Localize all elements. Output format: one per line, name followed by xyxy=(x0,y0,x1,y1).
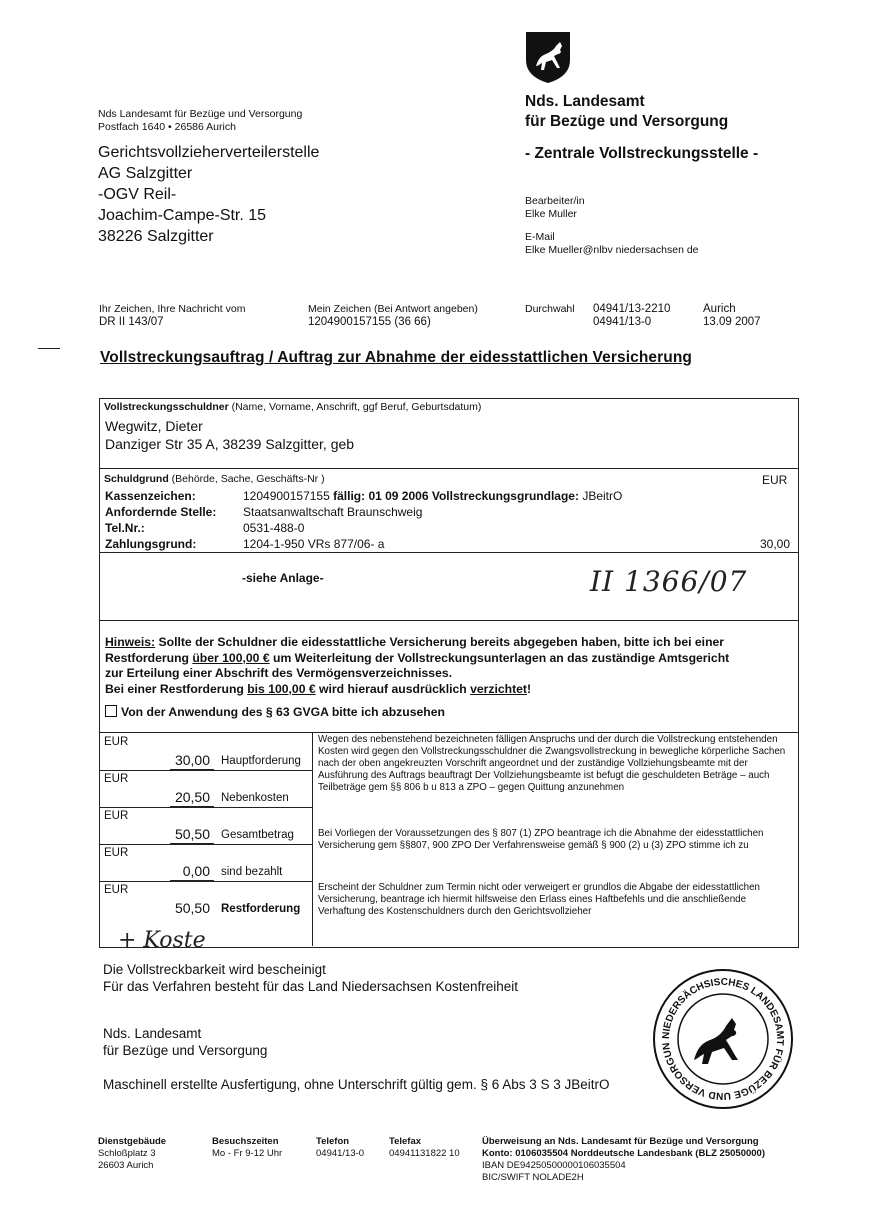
recipient-line-4: Joachim-Campe-Str. 15 xyxy=(98,207,267,224)
footer-col-2 xyxy=(212,1136,282,1160)
recipient-line-5: 38226 Salzgitter xyxy=(98,228,214,245)
hinweis-text-3: zur Erteilung einer Abschrift des Vermögensverzeichnisses. xyxy=(105,666,453,680)
schuldgrund-header xyxy=(104,473,325,486)
amount-value: 0,00 xyxy=(182,863,210,879)
amount-label: Gesamtbetrag xyxy=(221,829,294,841)
hinweis-block xyxy=(105,635,795,697)
schuldner-header xyxy=(104,401,481,414)
amount-value: 50,50 xyxy=(174,826,210,842)
divider-4 xyxy=(100,732,798,733)
durchwahl-2: 04941/13-0 xyxy=(593,316,652,328)
closing-3: Nds. Landesamt xyxy=(103,1026,202,1041)
footer-bank-bic: BIC/SWIFT NOLADE2H xyxy=(482,1172,584,1183)
amount-label: Restforderung xyxy=(221,903,301,915)
faelligkeit: fällig: 01 09 2006 Vollstreckungsgrundlage: xyxy=(333,489,583,503)
tel-value: 0531-488-0 xyxy=(243,521,305,535)
durchwahl-label: Durchwahl xyxy=(525,303,575,315)
closing-5: Maschinell erstellte Ausfertigung, ohne Unterschrift gültig gem. § 6 Abs 3 S 3 JBeitrO xyxy=(103,1077,610,1092)
closing-4: für Bezüge und Versorgung xyxy=(103,1043,268,1058)
footer-besuchszeiten-heading: Besuchszeiten xyxy=(212,1136,279,1147)
email-address: Elke Mueller@nlbv niedersachsen de xyxy=(525,244,699,256)
ort: Aurich xyxy=(703,303,736,315)
schuldgrund-label-note: (Behörde, Sache, Geschäfts-Nr ) xyxy=(168,473,325,485)
amount-value: 50,50 xyxy=(174,900,210,916)
anf-value: Staatsanwaltschaft Braunschweig xyxy=(243,505,423,519)
durchwahl-1: 04941/13-2210 xyxy=(593,303,671,315)
footer-telefax-value: 04941131822 10 xyxy=(389,1148,460,1159)
amount-currency: EUR xyxy=(104,810,129,822)
org-name-1: Nds. Landesamt xyxy=(525,93,645,110)
schuldgrund-label: Schuldgrund xyxy=(104,473,169,485)
schuldner-name: Wegwitz, Dieter xyxy=(105,418,203,434)
kassen-value: 1204900157155 xyxy=(243,489,330,503)
footer-col-5 xyxy=(482,1136,765,1184)
footer-telefon-value: 04941/13-0 xyxy=(316,1148,365,1159)
email-label: E-Mail xyxy=(525,231,555,243)
legal-text-3: Erscheint der Schuldner zum Termin nicht oder verweigert er grundlos die Abgabe der eidesstattlichen Versicherung, beantrage ich hiermit hilfsweise den Erlass eines Haftbefehls und die anschließende Verhaftung des Kostenschuldners durch den Gerichtsvollzieher xyxy=(318,882,761,917)
bearbeiter-name: Elke Muller xyxy=(525,208,577,220)
closing-2: Für das Verfahren besteht für das Land Niedersachsen Kostenfreiheit xyxy=(103,979,518,994)
org-name-2: für Bezüge und Versorgung xyxy=(525,113,729,130)
ihr-zeichen xyxy=(99,303,245,329)
recipient-line-2: AG Salzgitter xyxy=(98,165,193,182)
official-seal xyxy=(652,968,794,1110)
footer-besuchszeiten-value: Mo - Fr 9-12 Uhr xyxy=(212,1148,283,1159)
footer-bank-konto: Konto: 0106035504 Norddeutsche Landesbank (BLZ 25050000) xyxy=(482,1148,765,1159)
schuldner-label-note: (Name, Vorname, Anschrift, ggf Beruf, Geburtsdatum) xyxy=(228,401,482,413)
amount-label: sind bezahlt xyxy=(221,866,283,878)
amount-divider xyxy=(100,770,312,771)
siehe-anlage: -siehe Anlage- xyxy=(242,571,324,585)
schuldner-label: Vollstreckungsschuldner xyxy=(104,401,229,413)
footer-col-3 xyxy=(316,1136,364,1160)
kassen-label: Kassenzeichen: xyxy=(105,489,196,503)
contact-block xyxy=(525,195,699,257)
sender-line-1: Nds Landesamt für Bezüge und Versorgung xyxy=(98,108,303,120)
divider-2 xyxy=(100,552,798,553)
ihr-zeichen-label: Ihr Zeichen, Ihre Nachricht vom xyxy=(99,303,246,315)
hinweis-text-4e: ! xyxy=(526,681,532,696)
amounts-column-border xyxy=(312,732,313,946)
gvga-checkbox-label: Von der Anwendung des § 63 GVGA bitte ich abzusehen xyxy=(121,705,445,719)
recipient-line-1: Gerichtsvollzieherverteilerstelle xyxy=(98,144,320,161)
legal-text-1: Wegen des nebenstehend bezeichneten fälligen Anspruchs und der durch die Vollstreckung entstehenden Kosten wird gegen den Vollstreckungsschuldner die Zwangsvollstreckung in bewegliche körperliche Sachen nach der oben angekreuzten Vorschrift angeordnet und der zuständige Vollziehungsbeamte mit der Ausführung des Auftrags beauftragt Der Vollziehungsbeamte ist befugt die geschuldeten Beträge – auch Teilbeträge gem §§ 806 b u 813 a ZPO – gegen Quittung anzunehmen xyxy=(318,734,786,793)
hinweis-text-1: Sollte der Schuldner die eidesstattliche Versicherung bereits abgegeben haben, bitte ich bei einer xyxy=(155,635,725,649)
gvga-checkbox[interactable] xyxy=(105,705,117,717)
mein-zeichen xyxy=(308,303,478,329)
amount-label: Hauptforderung xyxy=(221,755,301,767)
amount-divider xyxy=(100,881,312,882)
org-department: - Zentrale Vollstreckungsstelle - xyxy=(525,145,759,162)
zahl-amount: 30,00 xyxy=(759,537,790,551)
recipient-address xyxy=(98,142,319,247)
fold-mark xyxy=(38,348,60,349)
ort-datum xyxy=(703,303,761,329)
tel-label: Tel.Nr.: xyxy=(105,521,145,535)
closing-1: Die Vollstreckbarkeit wird bescheinigt xyxy=(103,962,326,977)
hinweis-text-4d: verzichtet xyxy=(470,681,527,696)
footer-bank-iban: IBAN DE94250500000106035504 xyxy=(482,1160,626,1171)
document-title: Vollstreckungsauftrag / Auftrag zur Abnahme der eidesstattlichen Versicherung xyxy=(100,349,692,366)
amount-currency: EUR xyxy=(104,847,129,859)
hinweis-text-2b: über 100,00 € xyxy=(192,650,270,665)
datum: 13.09 2007 xyxy=(703,316,761,328)
schuldner-address: Danziger Str 35 A, 38239 Salzgitter, geb xyxy=(105,436,355,452)
amount-divider xyxy=(100,844,312,845)
schuldgrund-currency: EUR xyxy=(762,473,788,487)
hinweis-text-4c: wird hierauf ausdrücklich xyxy=(315,681,471,696)
recipient-line-3: -OGV Reil- xyxy=(98,186,177,203)
hinweis-text-4b: bis 100,00 € xyxy=(247,681,316,696)
grundlage: JBeitrO xyxy=(582,489,623,503)
org-header xyxy=(525,92,728,132)
hinweis-text-2c: um Weiterleitung der Vollstreckungsunterlagen an das zuständige Amtsgericht xyxy=(269,650,730,665)
coat-of-arms-logo xyxy=(524,30,572,84)
footer-bank-heading: Überweisung an Nds. Landesamt für Bezüge und Versorgung xyxy=(482,1136,759,1147)
footer-dienstgebaeude-city: 26603 Aurich xyxy=(98,1160,154,1171)
zahl-label: Zahlungsgrund: xyxy=(105,537,197,551)
amount-currency: EUR xyxy=(104,736,129,748)
footer-col-1 xyxy=(98,1136,166,1172)
mein-zeichen-value: 1204900157155 (36 66) xyxy=(308,316,431,328)
zahl-value: 1204-1-950 VRs 877/06- a xyxy=(243,537,385,551)
mein-zeichen-label: Mein Zeichen (Bei Antwort angeben) xyxy=(308,303,478,315)
amount-value: 20,50 xyxy=(174,789,210,805)
footer-telefon-heading: Telefon xyxy=(316,1136,350,1147)
sender-line-2: Postfach 1640 • 26586 Aurich xyxy=(98,121,236,133)
svg-text:NIEDERSÄCHSISCHES LANDESAMT FÜ: NIEDERSÄCHSISCHES LANDESAMT FÜR BEZÜGE UND VERSORGUN xyxy=(660,976,786,1102)
divider-1 xyxy=(100,468,798,469)
footer-col-4 xyxy=(389,1136,460,1160)
footer-dienstgebaeude-heading: Dienstgebäude xyxy=(98,1136,167,1147)
hinweis-label: Hinweis: xyxy=(105,635,156,649)
durchwahl-numbers xyxy=(593,303,670,329)
gvga-option xyxy=(105,705,445,719)
legal-text-2: Bei Vorliegen der Voraussetzungen des § 807 (1) ZPO beantrage ich die Abnahme der eidesstattlichen Versicherung gem §§807, 900 ZPO Der Verfahrensweise gemäß § 900 (2) u (3) ZPO stimme ich zu xyxy=(318,828,764,851)
bearbeiter-label: Bearbeiter/in xyxy=(525,195,585,207)
handwritten-kosten: + Koste xyxy=(118,928,206,953)
amount-currency: EUR xyxy=(104,884,129,896)
divider-3 xyxy=(100,620,798,621)
amount-divider xyxy=(100,807,312,808)
amount-label: Nebenkosten xyxy=(221,792,289,804)
handwritten-reference: II 1366/07 xyxy=(590,565,748,598)
ihr-zeichen-value: DR II 143/07 xyxy=(99,316,164,328)
footer-telefax-heading: Telefax xyxy=(389,1136,422,1147)
amount-value: 30,00 xyxy=(174,752,210,768)
amount-currency: EUR xyxy=(104,773,129,785)
hinweis-text-4a: Bei einer Restforderung xyxy=(105,681,248,696)
hinweis-text-2a: Restforderung xyxy=(105,650,193,665)
anf-label: Anfordernde Stelle: xyxy=(105,505,217,519)
sender-address-line xyxy=(98,108,302,134)
footer-dienstgebaeude-street: Schloßplatz 3 xyxy=(98,1148,156,1159)
kassen-line xyxy=(243,489,622,503)
